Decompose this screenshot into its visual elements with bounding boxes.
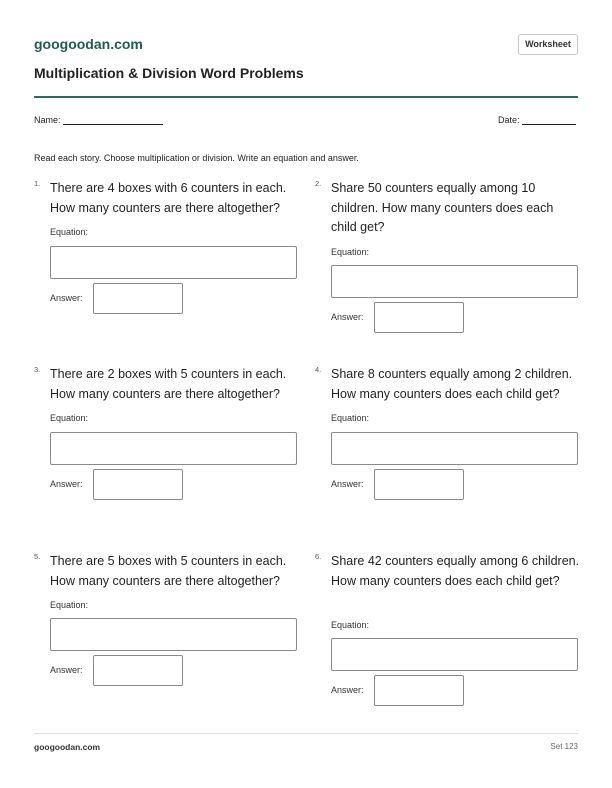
problem-text: There are 2 boxes with 5 counters in each. How many counters are there altogether?: [50, 367, 287, 401]
answer-input[interactable]: [93, 469, 183, 500]
answer-label: Answer:: [50, 665, 83, 675]
equation-input[interactable]: [50, 432, 297, 465]
problem-text: There are 4 boxes with 6 counters in each. How many counters are there altogether?: [50, 181, 287, 215]
problem-number: 4.: [315, 365, 322, 374]
answer-input[interactable]: [374, 469, 464, 500]
problem-number: 1.: [34, 179, 41, 188]
header-divider: [34, 96, 578, 98]
page-title: Multiplication & Division Word Problems: [34, 65, 304, 81]
equation-label: Equation:: [50, 600, 89, 610]
answer-input[interactable]: [93, 283, 183, 314]
problem-1: [34, 179, 290, 319]
problem-text: Share 8 counters equally among 2 children. How many counters does each child get?: [331, 367, 573, 401]
footer-site: googoodan.com: [34, 742, 101, 752]
answer-label: Answer:: [50, 293, 83, 303]
footer-divider: [34, 733, 578, 734]
equation-input[interactable]: [331, 432, 578, 465]
problem-text: Share 42 counters equally among 6 children. How many counters does each child get?: [331, 554, 580, 588]
equation-label: Equation:: [50, 413, 89, 423]
answer-label: Answer:: [331, 312, 364, 322]
instructions: Read each story. Choose multiplication or division. Write an equation and answer.: [34, 153, 359, 163]
equation-input[interactable]: [50, 618, 297, 651]
problem-number: 5.: [34, 552, 41, 561]
equation-label: Equation:: [50, 227, 89, 237]
answer-label: Answer:: [50, 479, 83, 489]
date-label: Date:: [498, 115, 520, 125]
equation-label: Equation:: [331, 247, 370, 257]
problem-2: [315, 179, 571, 339]
equation-label: Equation:: [331, 413, 370, 423]
problem-5: [34, 552, 290, 692]
answer-label: Answer:: [331, 479, 364, 489]
equation-input[interactable]: [331, 265, 578, 298]
problem-text: Share 50 counters equally among 10 children. How many counters does each child get?: [331, 181, 554, 234]
footer-set-number: Set 123: [550, 742, 578, 751]
worksheet-badge: Worksheet: [518, 34, 578, 55]
problem-number: 2.: [315, 179, 322, 188]
answer-input[interactable]: [374, 675, 464, 706]
problem-number: 6.: [315, 552, 322, 561]
problem-4: [315, 365, 571, 505]
problem-text: There are 5 boxes with 5 counters in each. How many counters are there altogether?: [50, 554, 287, 588]
equation-input[interactable]: [331, 638, 578, 671]
answer-input[interactable]: [374, 302, 464, 333]
problem-6: [315, 552, 580, 712]
date-field: [498, 115, 576, 125]
equation-label: Equation:: [331, 620, 370, 630]
problem-3: [34, 365, 290, 505]
name-label: Name:: [34, 115, 61, 125]
name-field: [34, 115, 163, 125]
brand-logo-text: googoodan.com: [34, 36, 143, 52]
name-blank-line[interactable]: [63, 115, 163, 125]
answer-input[interactable]: [93, 655, 183, 686]
problem-number: 3.: [34, 365, 41, 374]
date-blank-line[interactable]: [522, 115, 576, 125]
answer-label: Answer:: [331, 685, 364, 695]
equation-input[interactable]: [50, 246, 297, 279]
